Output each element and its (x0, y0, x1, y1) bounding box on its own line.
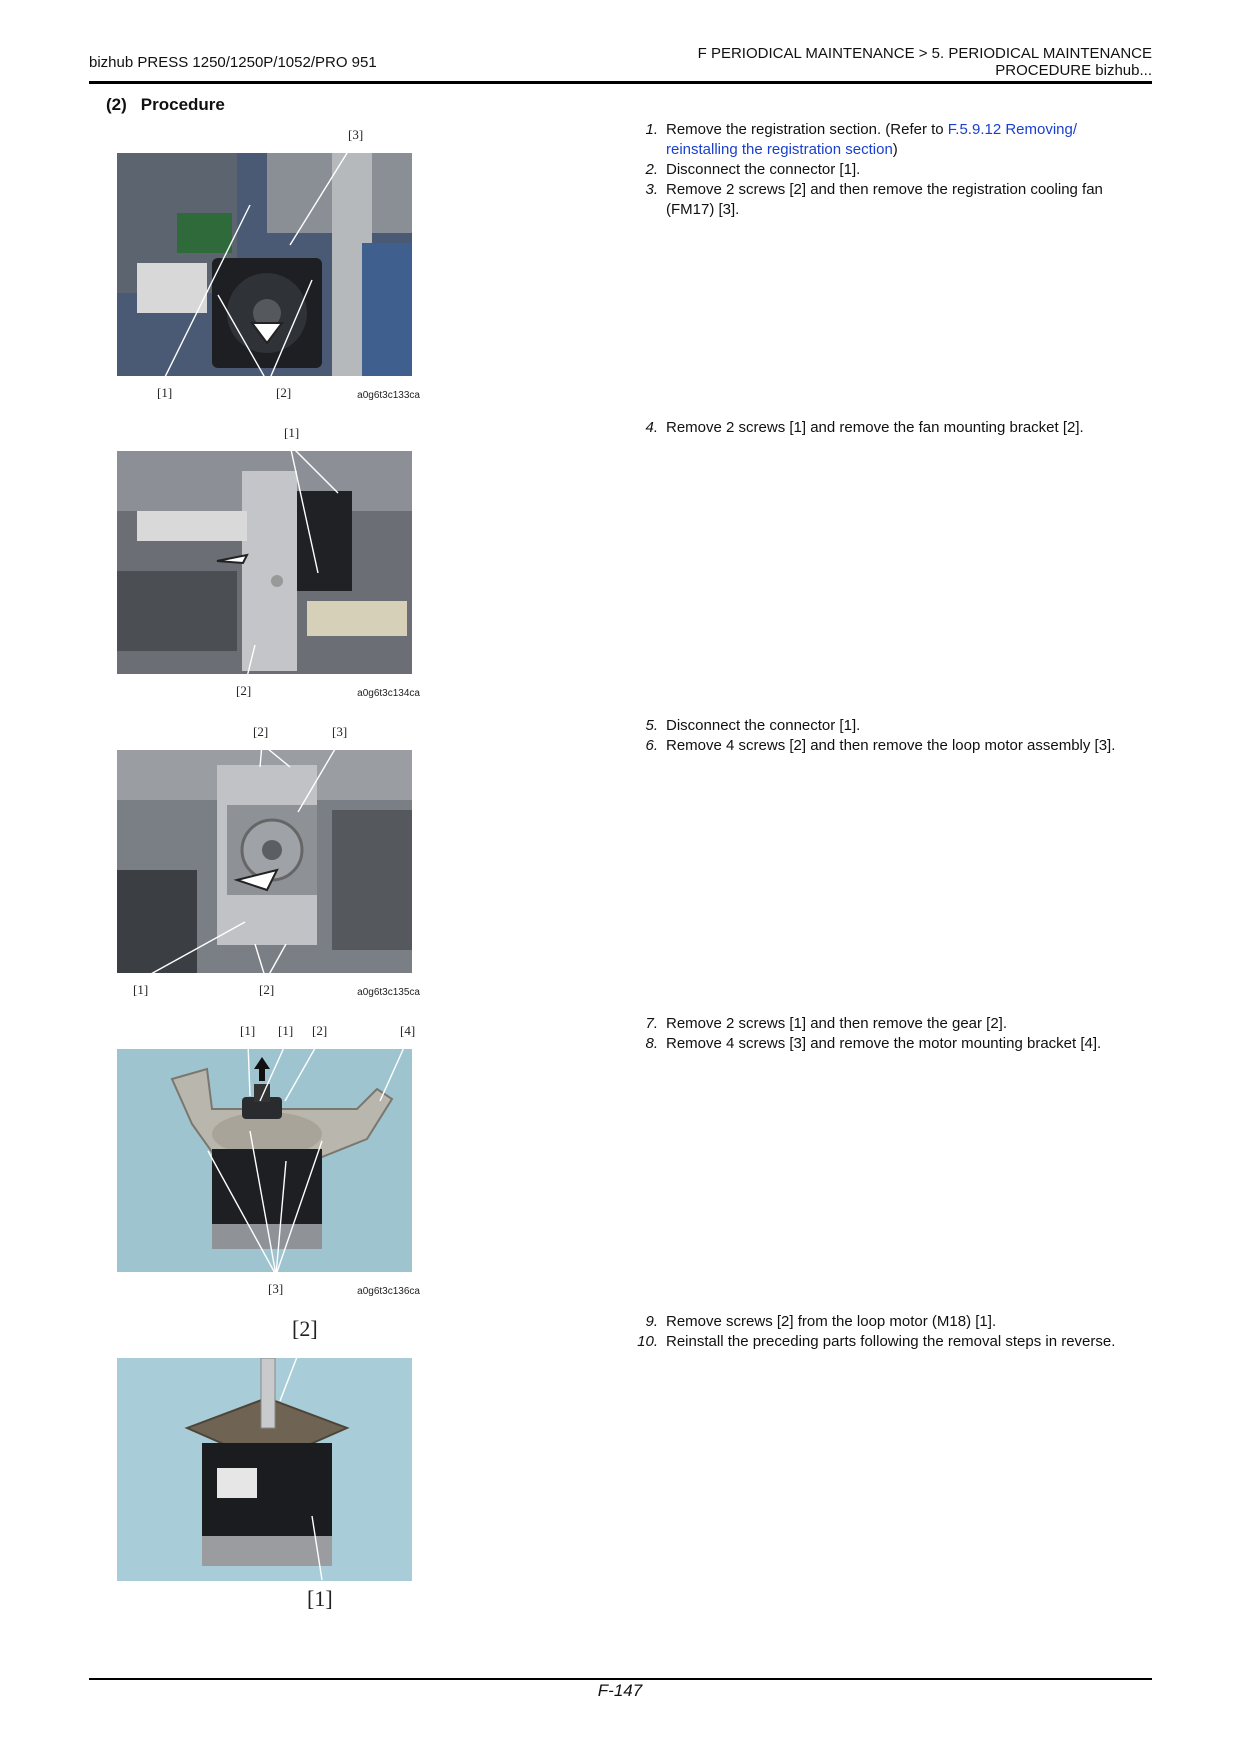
callout-label: [4] (400, 1023, 416, 1038)
document-model-title: bizhub PRESS 1250/1250P/1052/PRO 951 (89, 54, 377, 71)
leader-lines (90, 1021, 430, 1301)
step-9 (630, 1312, 1150, 1332)
figure-4 (90, 1021, 430, 1301)
figure-5 (90, 1316, 430, 1616)
step-text: Remove 4 screws [3] and remove the motor mounting bracket [4]. (666, 1035, 1102, 1052)
step-text: Remove 4 screws [2] and then remove the loop motor assembly [3]. (666, 737, 1116, 754)
step-text: Remove screws [2] from the loop motor (M18) [1]. (666, 1313, 997, 1330)
step-number: 3. (645, 181, 658, 198)
footer-rule (89, 1678, 1152, 1680)
figure-id: a0g6t3c134ca (357, 688, 420, 699)
steps-group-2 (630, 418, 1150, 438)
leader-lines (90, 1316, 430, 1616)
breadcrumb (698, 45, 1152, 79)
step-5 (630, 716, 1150, 736)
link-registration-section[interactable]: F.5.9.12 Removing/ reinstalling the registration section (666, 121, 1078, 158)
steps-group-1 (630, 120, 1150, 220)
step-number: 2. (645, 161, 658, 178)
step-8 (630, 1034, 1150, 1054)
callout-label: [3] (348, 127, 364, 142)
callout-label: [2] (259, 982, 275, 997)
figure-id: a0g6t3c136ca (357, 1286, 420, 1297)
step-text: Remove 2 screws [1] and then remove the gear [2]. (666, 1015, 1008, 1032)
figure-1 (90, 125, 430, 405)
step-number: 1. (645, 121, 658, 138)
step-7 (630, 1014, 1150, 1034)
breadcrumb-line-2: PROCEDURE bizhub... (995, 62, 1152, 79)
callout-label: [2] (276, 385, 292, 400)
callout-label: [1] (284, 425, 300, 440)
step-text: Disconnect the connector [1]. (666, 717, 861, 734)
callout-label: [1] (240, 1023, 256, 1038)
step-number: 8. (645, 1035, 658, 1052)
step-text: Disconnect the connector [1]. (666, 161, 861, 178)
step-text-part: Remove the registration section. (Refer to (666, 121, 948, 138)
step-2 (630, 160, 1150, 180)
header-rule (89, 81, 1152, 84)
callout-label: [2] (312, 1023, 328, 1038)
steps-group-4 (630, 1014, 1150, 1054)
step-text: Reinstall the preceding parts following the removal steps in reverse. (666, 1333, 1116, 1350)
section-heading: Procedure (140, 95, 225, 114)
steps-group-3 (630, 716, 1150, 756)
step-number: 6. (645, 737, 658, 754)
callout-label: [2] (236, 683, 252, 698)
figure-3 (90, 722, 430, 1002)
figure-id: a0g6t3c133ca (357, 390, 420, 401)
leader-lines (90, 722, 430, 1002)
step-number: 5. (645, 717, 658, 734)
steps-group-5 (630, 1312, 1150, 1352)
step-number: 9. (645, 1313, 658, 1330)
callout-label: [1] (278, 1023, 294, 1038)
callout-label: [2] (253, 724, 269, 739)
step-10 (630, 1332, 1150, 1352)
step-1 (630, 120, 1150, 160)
figure-id: a0g6t3c135ca (357, 987, 420, 998)
step-text-part: ) (892, 141, 898, 158)
step-text: Remove 2 screws [2] and then remove the registration cooling fan (FM17) [3]. (666, 181, 1103, 218)
leader-lines (90, 423, 430, 703)
breadcrumb-line-1: F PERIODICAL MAINTENANCE > 5. PERIODICAL MAINTENANCE (697, 45, 1152, 62)
section-title (106, 95, 225, 115)
callout-label: [3] (268, 1281, 284, 1296)
leader-lines (90, 125, 430, 405)
step-number: 10. (637, 1333, 658, 1350)
step-number: 4. (645, 419, 658, 436)
callout-label: [1] (157, 385, 173, 400)
step-6 (630, 736, 1150, 756)
step-text: Remove 2 screws [1] and remove the fan mounting bracket [2]. (666, 419, 1084, 436)
figure-2 (90, 423, 430, 703)
step-3 (630, 180, 1150, 220)
step-text (666, 120, 1150, 160)
callout-label: [1] (133, 982, 149, 997)
callout-label: [1] (307, 1586, 333, 1611)
callout-label: [2] (292, 1316, 318, 1341)
step-4 (630, 418, 1150, 438)
callout-label: [3] (332, 724, 348, 739)
section-number: (2) (106, 95, 127, 114)
step-number: 7. (645, 1015, 658, 1032)
page-number: F-147 (597, 1681, 643, 1700)
